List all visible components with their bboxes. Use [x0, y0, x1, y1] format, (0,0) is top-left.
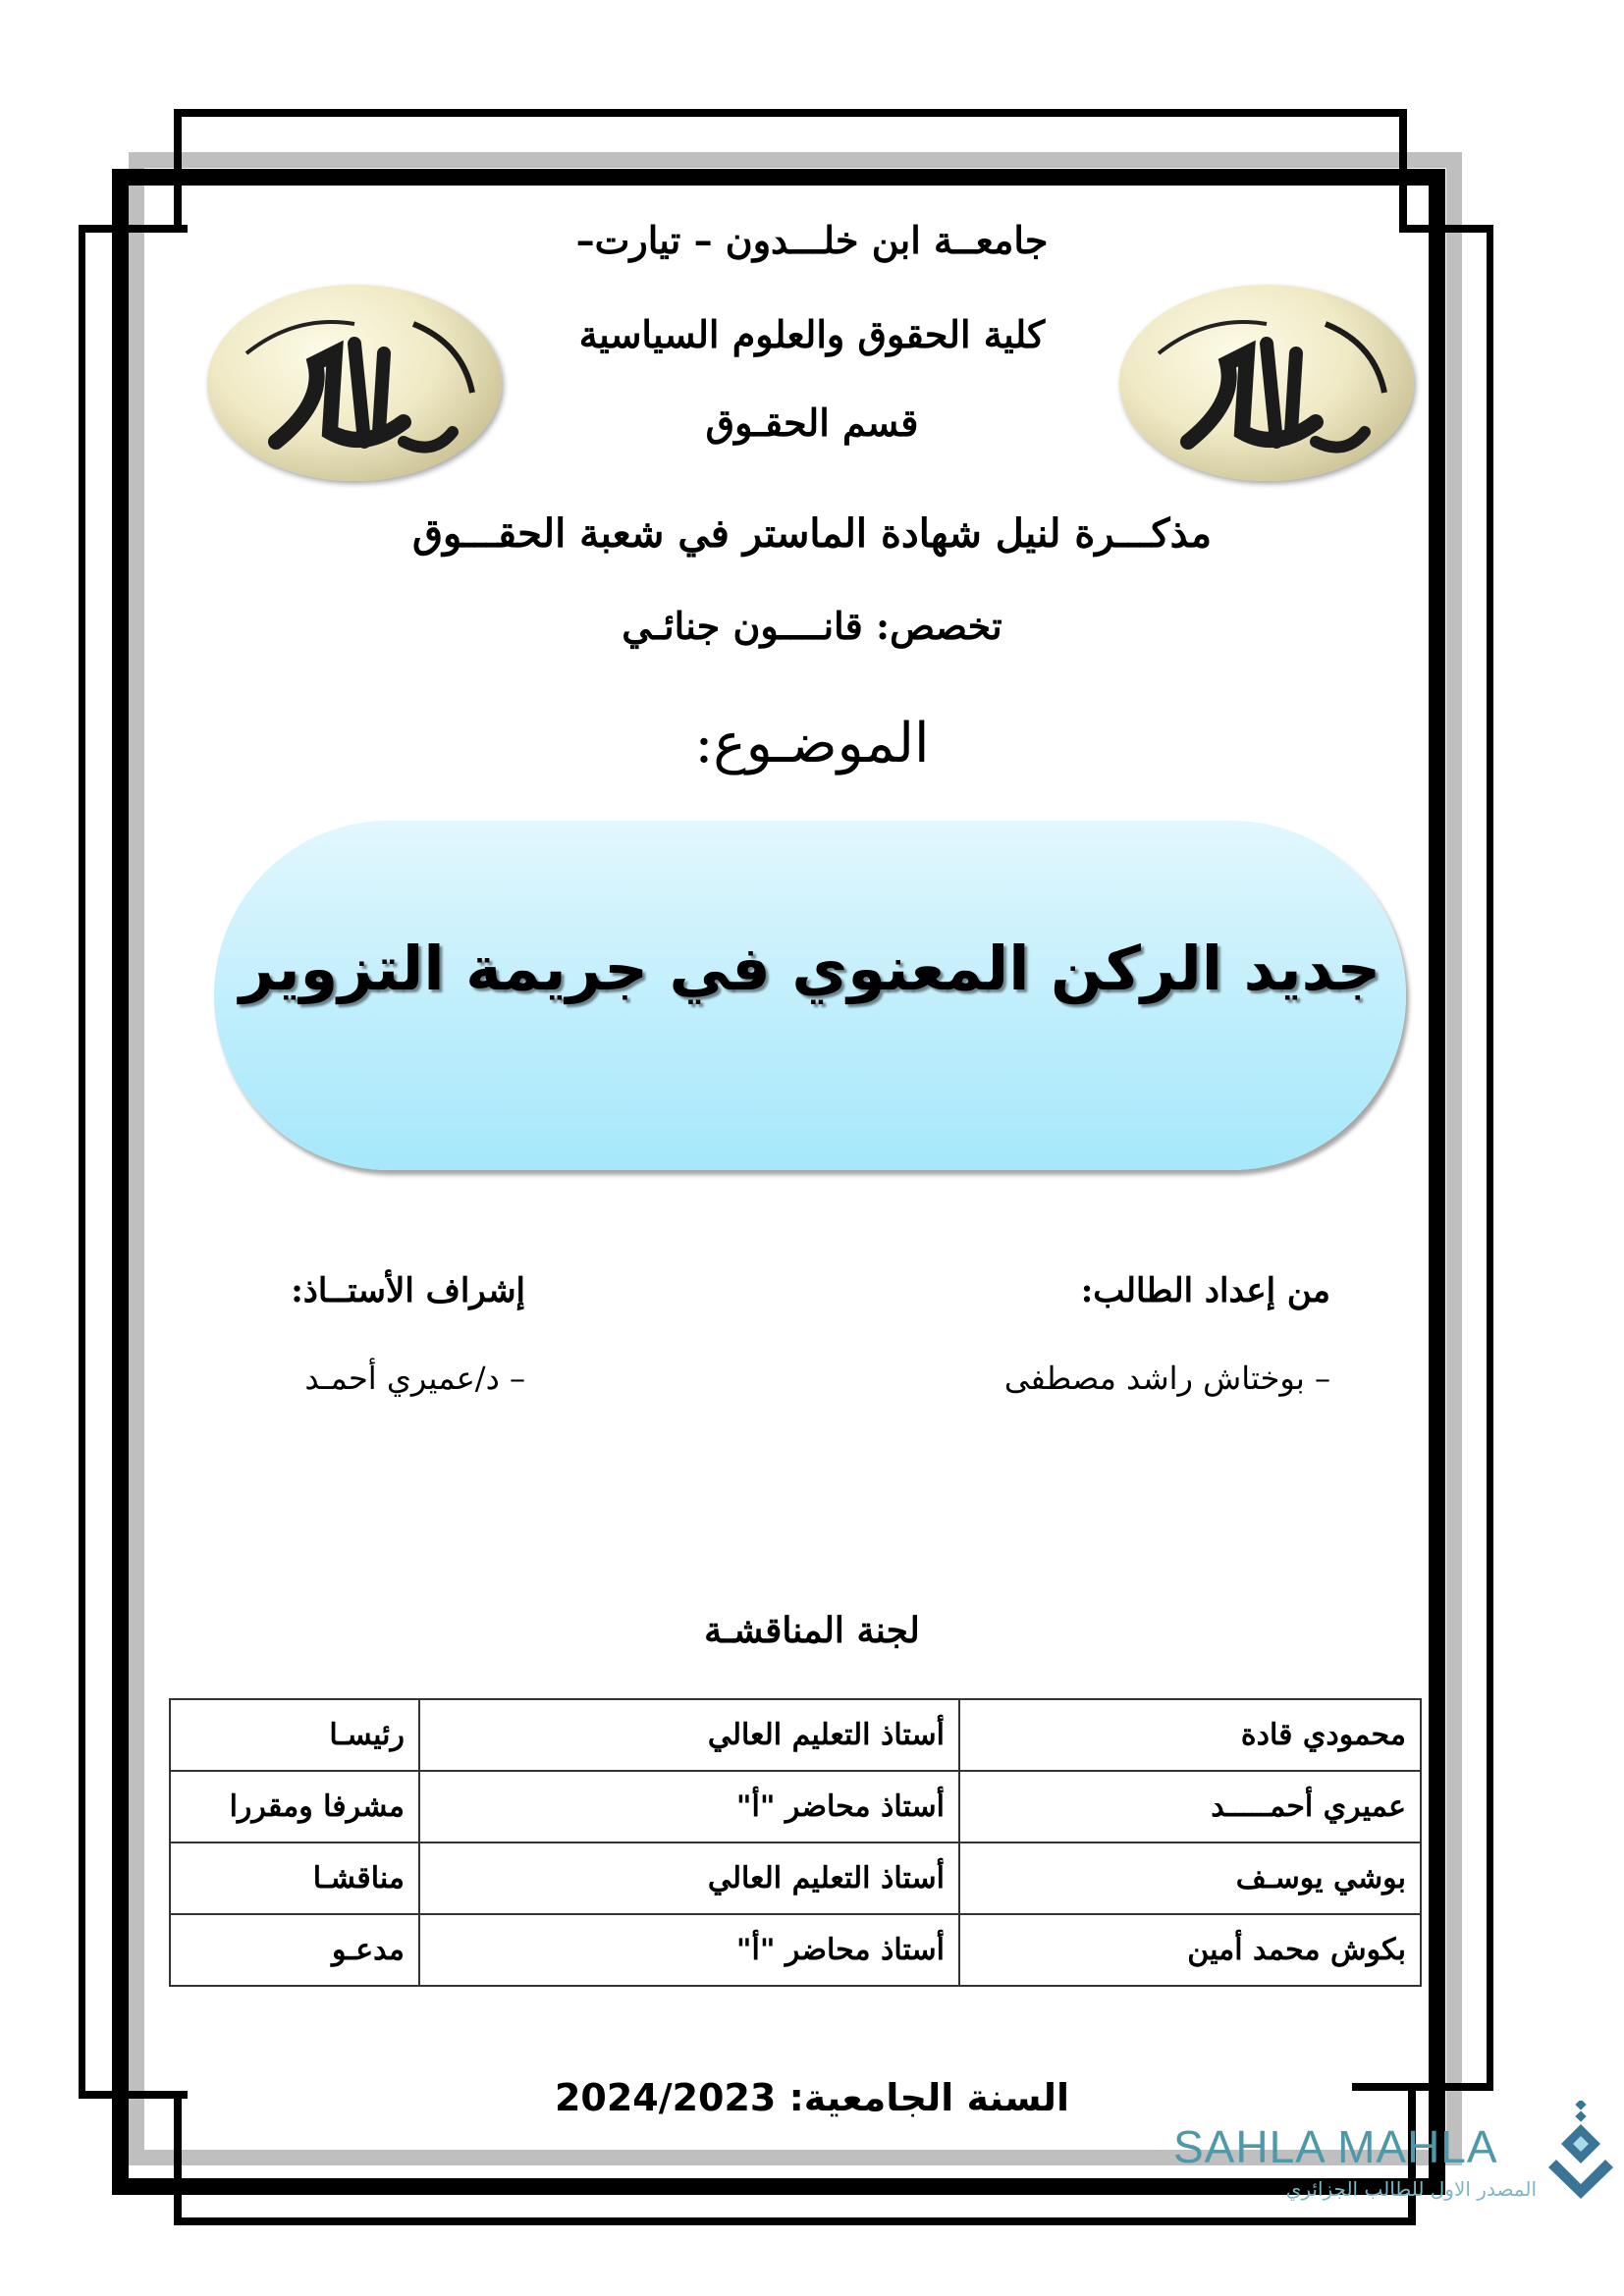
- student-name: – بوختاش راشد مصطفى: [1003, 1360, 1330, 1397]
- member-name: عميري أحمـــــد: [959, 1771, 1421, 1842]
- member-name: بوشي يوسـف: [959, 1842, 1421, 1914]
- sahla-mahla-logo-icon: [1546, 2101, 1615, 2199]
- specialty-line: تخصص: قانــــون جنائـي: [622, 604, 1002, 648]
- committee-table: [169, 1698, 1422, 1987]
- table-row: [170, 1771, 1421, 1842]
- subject-label: الموضـوع:: [694, 712, 930, 775]
- member-role: مناقشـا: [170, 1842, 419, 1914]
- member-role: مشرفا ومقررا: [170, 1771, 419, 1842]
- student-label: من إعداد الطالب:: [1080, 1271, 1330, 1310]
- department-name: قسم الحقـوق: [705, 400, 919, 445]
- member-rank: أستاذ التعليم العالي: [419, 1842, 959, 1914]
- supervisor-name: – د/عميري أحمـد: [304, 1360, 525, 1397]
- table-row: [170, 1699, 1421, 1771]
- watermark-tagline: المصدر الاول للطالب الجزائري: [1285, 2177, 1537, 2201]
- committee-title: لجنة المناقشـة: [704, 1610, 920, 1651]
- member-role: رئيسـا: [170, 1699, 419, 1771]
- table-row: [170, 1842, 1421, 1914]
- table-row: [170, 1914, 1421, 1986]
- member-name: محمودي قادة: [959, 1699, 1421, 1771]
- member-rank: أستاذ محاضر "أ": [419, 1771, 959, 1842]
- supervisor-label: إشراف الأستــاذ:: [291, 1271, 525, 1310]
- member-rank: أستاذ محاضر "أ": [419, 1914, 959, 1986]
- watermark-brand: SAHLA MAHLA: [1173, 2121, 1498, 2172]
- member-role: مدعـو: [170, 1914, 419, 1986]
- member-name: بكوش محمد أمين: [959, 1914, 1421, 1986]
- degree-line: مذكـــرة لنيل شهادة الماستر في شعبة الحقـــوق: [411, 510, 1212, 557]
- faculty-name: كلية الحقوق والعلوم السياسية: [578, 312, 1046, 356]
- university-name: جامعــة ابن خلـــدون – تيارت–: [575, 218, 1049, 262]
- thesis-title: جديد الركن المعنوي في جريمة التزوير: [239, 933, 1381, 1004]
- member-rank: أستاذ التعليم العالي: [419, 1699, 959, 1771]
- academic-year: السنة الجامعية: 2024/2023: [554, 2076, 1070, 2119]
